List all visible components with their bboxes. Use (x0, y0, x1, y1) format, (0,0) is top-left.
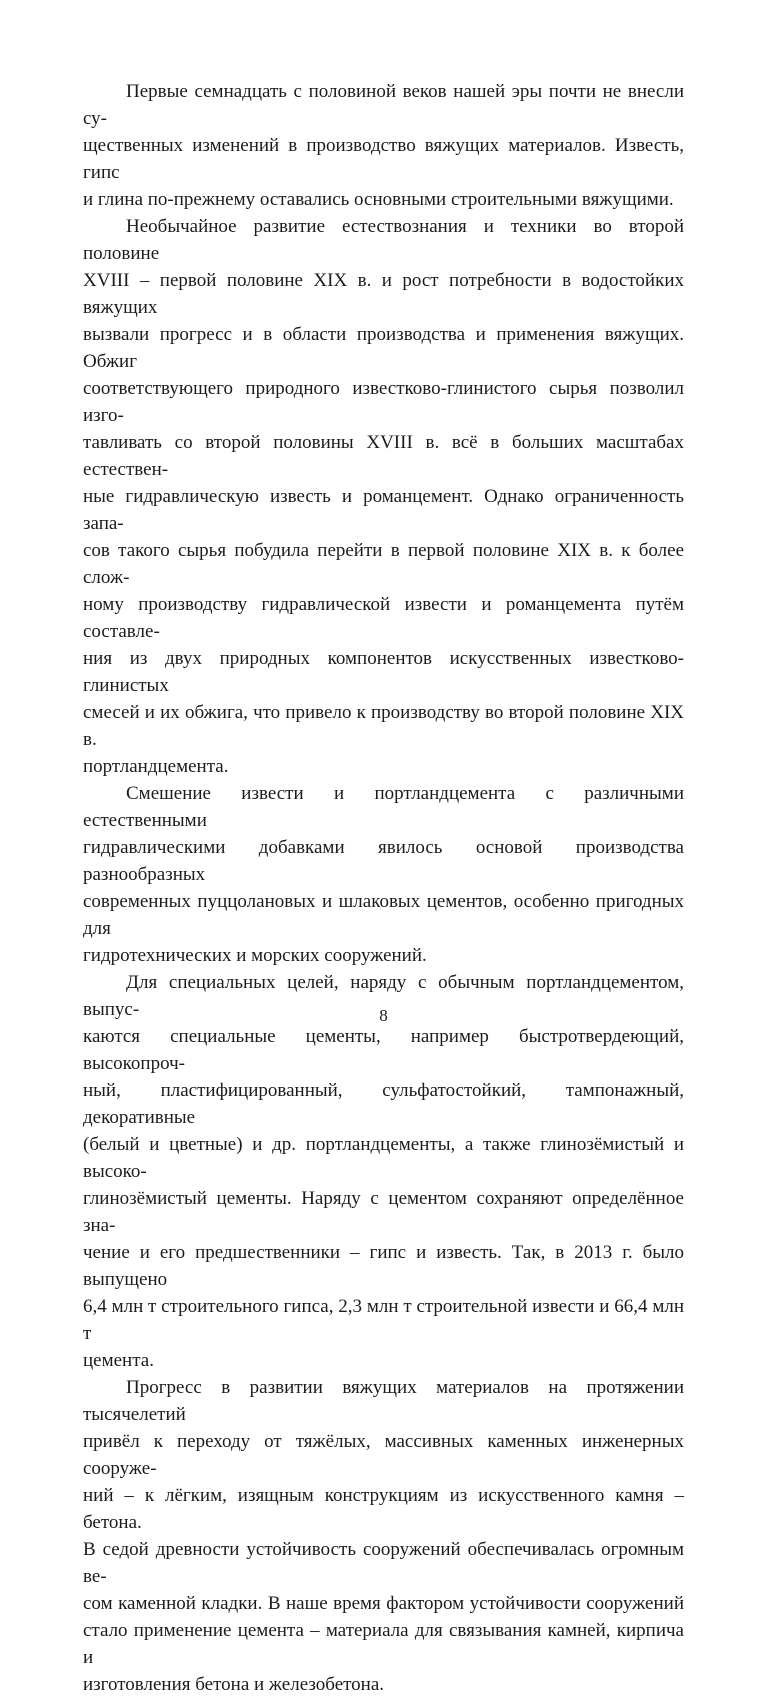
text-line: портландцемента. (83, 756, 229, 777)
text-line: Для специальных целей, наряду с обычным портландцементом, выпус- (83, 972, 684, 1020)
text-line: каются специальные цементы, например быстротвердеющий, высокопроч- (83, 1026, 684, 1074)
text-line: глинозёмистый цементы. Наряду с цементом сохраняют определённое зна- (83, 1188, 684, 1236)
text-line: (белый и цветные) и др. портландцементы, а также глинозёмистый и высоко- (83, 1134, 684, 1182)
text-line: смесей и их обжига, что привело к производству во второй половине XIX в. (83, 702, 684, 750)
text-line: привёл к переходу от тяжёлых, массивных каменных инженерных сооруже- (83, 1431, 684, 1479)
text-line: ния из двух природных компонентов искусственных известково-глинистых (83, 648, 684, 696)
paragraph (83, 213, 684, 780)
text-line: В седой древности устойчивость сооружений обеспечивалась огромным ве- (83, 1539, 684, 1587)
text-line: гидравлическими добавками явилось основой производства разнообразных (83, 837, 684, 885)
text-line: гидротехнических и морских сооружений. (83, 945, 427, 966)
text-line: ные гидравлическую известь и романцемент. Однако ограниченность запа- (83, 486, 684, 534)
text-line: ный, пластифицированный, сульфатостойкий, тампонажный, декоративные (83, 1080, 684, 1128)
paragraph (83, 1374, 684, 1698)
text-line: ний – к лёгким, изящным конструкциям из искусственного камня – бетона. (83, 1485, 684, 1533)
paragraph (83, 78, 684, 213)
text-line: сом каменной кладки. В наше время фактором устойчивости сооружений (83, 1593, 684, 1614)
text-line: современных пуццолановых и шлаковых цементов, особенно пригодных для (83, 891, 684, 939)
text-line: Смешение извести и портландцемента с различными естественными (83, 783, 684, 831)
text-line: и глина по-прежнему оставались основными строительными вяжущими. (83, 189, 674, 210)
paragraph (83, 780, 684, 969)
text-line: XVIII – первой половине XIX в. и рост потребности в водостойких вяжущих (83, 270, 684, 318)
text-line: изготовления бетона и железобетона. (83, 1674, 385, 1695)
body-text (83, 78, 684, 1698)
text-line: Первые семнадцать с половиной веков нашей эры почти не внесли су- (83, 81, 684, 129)
text-line: соответствующего природного известково-глинистого сырья позволил изго- (83, 378, 684, 426)
page-number: 8 (379, 1006, 388, 1025)
text-line: Прогресс в развитии вяжущих материалов на протяжении тысячелетий (83, 1377, 684, 1425)
text-line: щественных изменений в производство вяжущих материалов. Известь, гипс (83, 135, 684, 183)
text-line: Необычайное развитие естествознания и техники во второй половине (83, 216, 684, 264)
text-line: 6,4 млн т строительного гипса, 2,3 млн т строительной извести и 66,4 млн т (83, 1296, 684, 1344)
text-line: тавливать со второй половины XVIII в. всё в больших масштабах естествен- (83, 432, 684, 480)
text-line: вызвали прогресс и в области производства и применения вяжущих. Обжиг (83, 324, 684, 372)
text-line: цемента. (83, 1350, 154, 1371)
paragraph (83, 969, 684, 1374)
text-line: ному производству гидравлической извести и романцемента путём составле- (83, 594, 684, 642)
text-line: чение и его предшественники – гипс и известь. Так, в 2013 г. было выпущено (83, 1242, 684, 1290)
text-line: сов такого сырья побудила перейти в первой половине XIX в. к более слож- (83, 540, 684, 588)
text-line: стало применение цемента – материала для связывания камней, кирпича и (83, 1620, 684, 1668)
